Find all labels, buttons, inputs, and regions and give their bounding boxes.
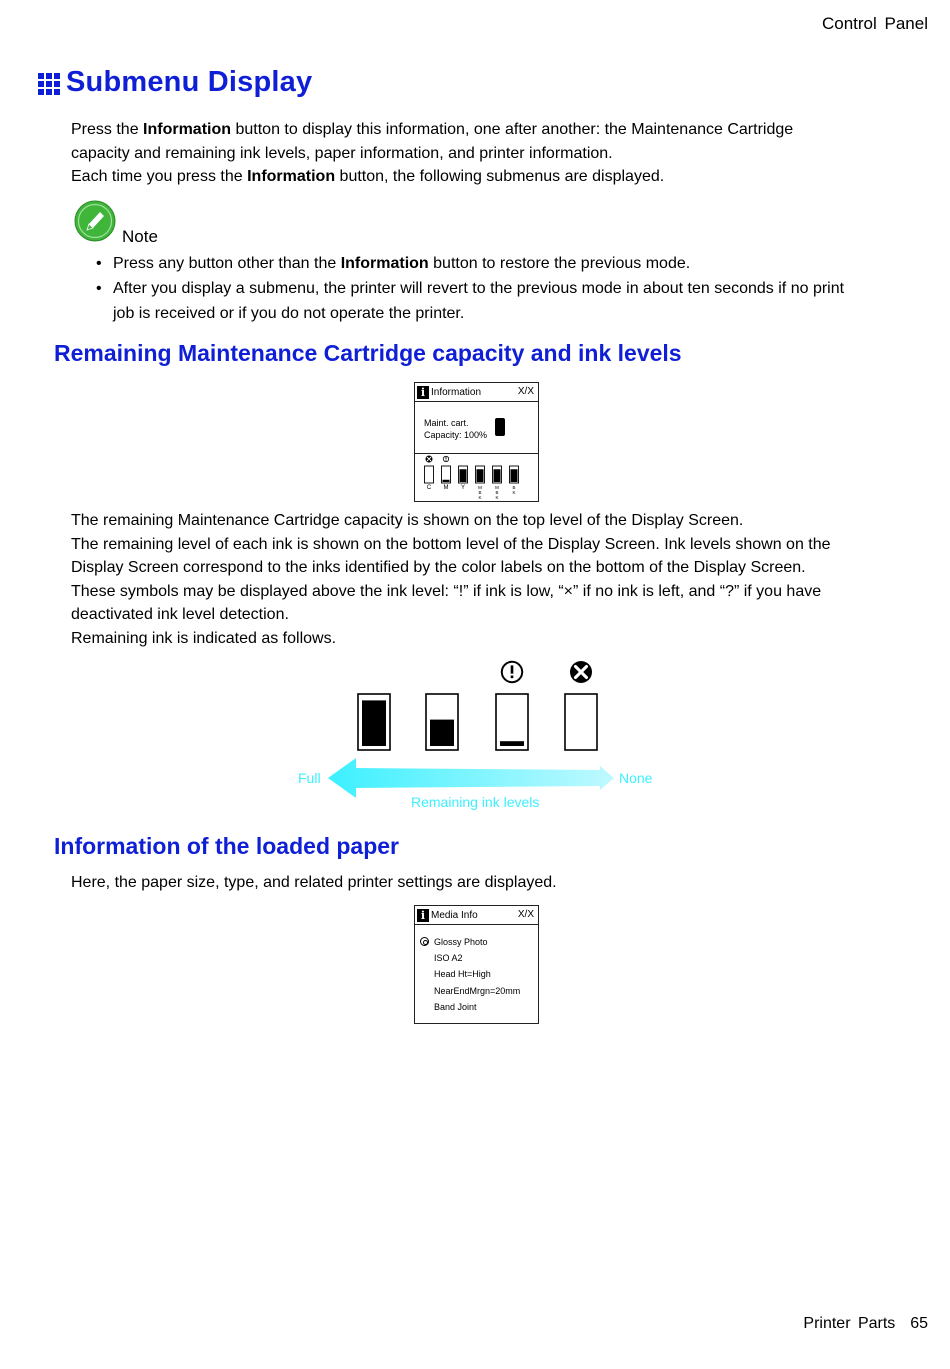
- maintenance-cartridge-panel: [415, 402, 538, 454]
- maint-cart-capacity: Capacity: 100%: [424, 430, 488, 440]
- screen-title: Media Info: [431, 909, 478, 921]
- note-bullet: • After you display a submenu, the printer will revert to the previous mode in about ten seconds if no print job is received or if you do not operate the printer.: [96, 280, 845, 322]
- ink-low-icon: [502, 662, 522, 682]
- info-icon: i: [417, 909, 429, 922]
- lcd-ink-label: M: [443, 485, 449, 491]
- lcd-ink-tank: [425, 466, 434, 483]
- lcd-ink-label: K: [512, 490, 516, 495]
- lcd-ink-fill: [477, 469, 484, 482]
- section-heading-loaded-paper: Information of the loaded paper: [54, 833, 400, 859]
- paper-roll-icon: [420, 937, 429, 946]
- page-title-block: [38, 66, 312, 99]
- lcd-ink-label: M: [495, 485, 499, 490]
- info-icon: i: [417, 386, 429, 399]
- media-info-list: [415, 934, 538, 1015]
- lcd-ink-fill: [494, 469, 501, 482]
- lcd-ink-label: K: [495, 495, 499, 500]
- none-label: None: [619, 770, 653, 786]
- lcd-ink-label: Y: [460, 485, 466, 491]
- intro-paragraph: Press the Information button to display this information, one after another: the Maintenance Cartridge capacity and remaining ink levels, paper information, and printer information. Each time you press the Information button, the following submenus are displayed.: [71, 121, 794, 185]
- screen-page: X/X: [517, 386, 534, 397]
- ink-low-icon: [443, 456, 448, 461]
- lcd-ink-label: C: [426, 485, 432, 491]
- ink-scale-arrow: [328, 758, 614, 798]
- ink-tank: [565, 694, 597, 750]
- maint-cart-icon: [495, 418, 505, 436]
- lcd-ink-fill: [460, 469, 467, 482]
- lcd-ink-fill: [443, 480, 450, 482]
- media-size: ISO A2: [434, 953, 463, 964]
- lcd-ink-label: B: [478, 490, 482, 495]
- lcd-ink-label: K: [478, 495, 482, 500]
- footer-chapter: Printer Parts: [803, 1315, 896, 1332]
- band-joint: Band Joint: [434, 1001, 477, 1012]
- lcd-ink-label: M: [478, 485, 482, 490]
- information-term: Information: [143, 121, 232, 138]
- information-term: Information: [247, 168, 336, 185]
- running-header: Control Panel: [821, 14, 928, 33]
- ink-level-panel: [415, 454, 538, 501]
- media-info-screen: [414, 905, 539, 1024]
- media-type: Glossy Photo: [434, 937, 488, 947]
- running-footer: [803, 1315, 928, 1333]
- screen-title: Information: [431, 386, 482, 398]
- information-screen: [414, 382, 539, 502]
- near-end-margin: NearEndMrgn=20mm: [434, 985, 521, 996]
- ink-fill: [362, 700, 386, 746]
- remaining-ink-caption: Remaining ink levels: [411, 794, 540, 810]
- ink-fill: [430, 720, 454, 746]
- page-title: Submenu Display: [66, 66, 313, 98]
- lcd-ink-label: B: [495, 490, 499, 495]
- ink-explanation: The remaining Maintenance Cartridge capacity is shown on the top level of the Display Screen. The remaining level of each ink is shown on the bottom level of the Display Screen. Ink levels shown on the Display Screen correspond to the inks identified by the color labels on the bottom of the Display Screen. These symbols may be displayed above the ink level: “!” if ink is low, “×” if no ink is left, and “?” if you have deactivated ink level detection. Remaining ink is indicated as follows.: [71, 512, 831, 647]
- lcd-ink-label: B: [512, 485, 516, 490]
- screen-page: X/X: [517, 909, 534, 920]
- ink-fill: [500, 741, 524, 746]
- footer-page-number: 65: [910, 1315, 928, 1332]
- note-bullet: • Press any button other than the Information button to restore the previous mode.: [96, 255, 691, 272]
- maint-cart-label: Maint. cart.: [424, 418, 469, 428]
- ink-empty-icon: [426, 456, 433, 463]
- ink-empty-icon: [570, 661, 592, 683]
- note-label: Note: [122, 227, 158, 246]
- section-heading-ink-levels: Remaining Maintenance Cartridge capacity and ink levels: [54, 340, 682, 366]
- paper-info-text: Here, the paper size, type, and related printer settings are displayed.: [71, 874, 557, 891]
- full-label: Full: [298, 770, 321, 786]
- grid-icon: [38, 73, 60, 95]
- pencil-icon: [74, 200, 116, 242]
- head-height: Head Ht=High: [434, 969, 491, 980]
- lcd-ink-fill: [511, 469, 518, 482]
